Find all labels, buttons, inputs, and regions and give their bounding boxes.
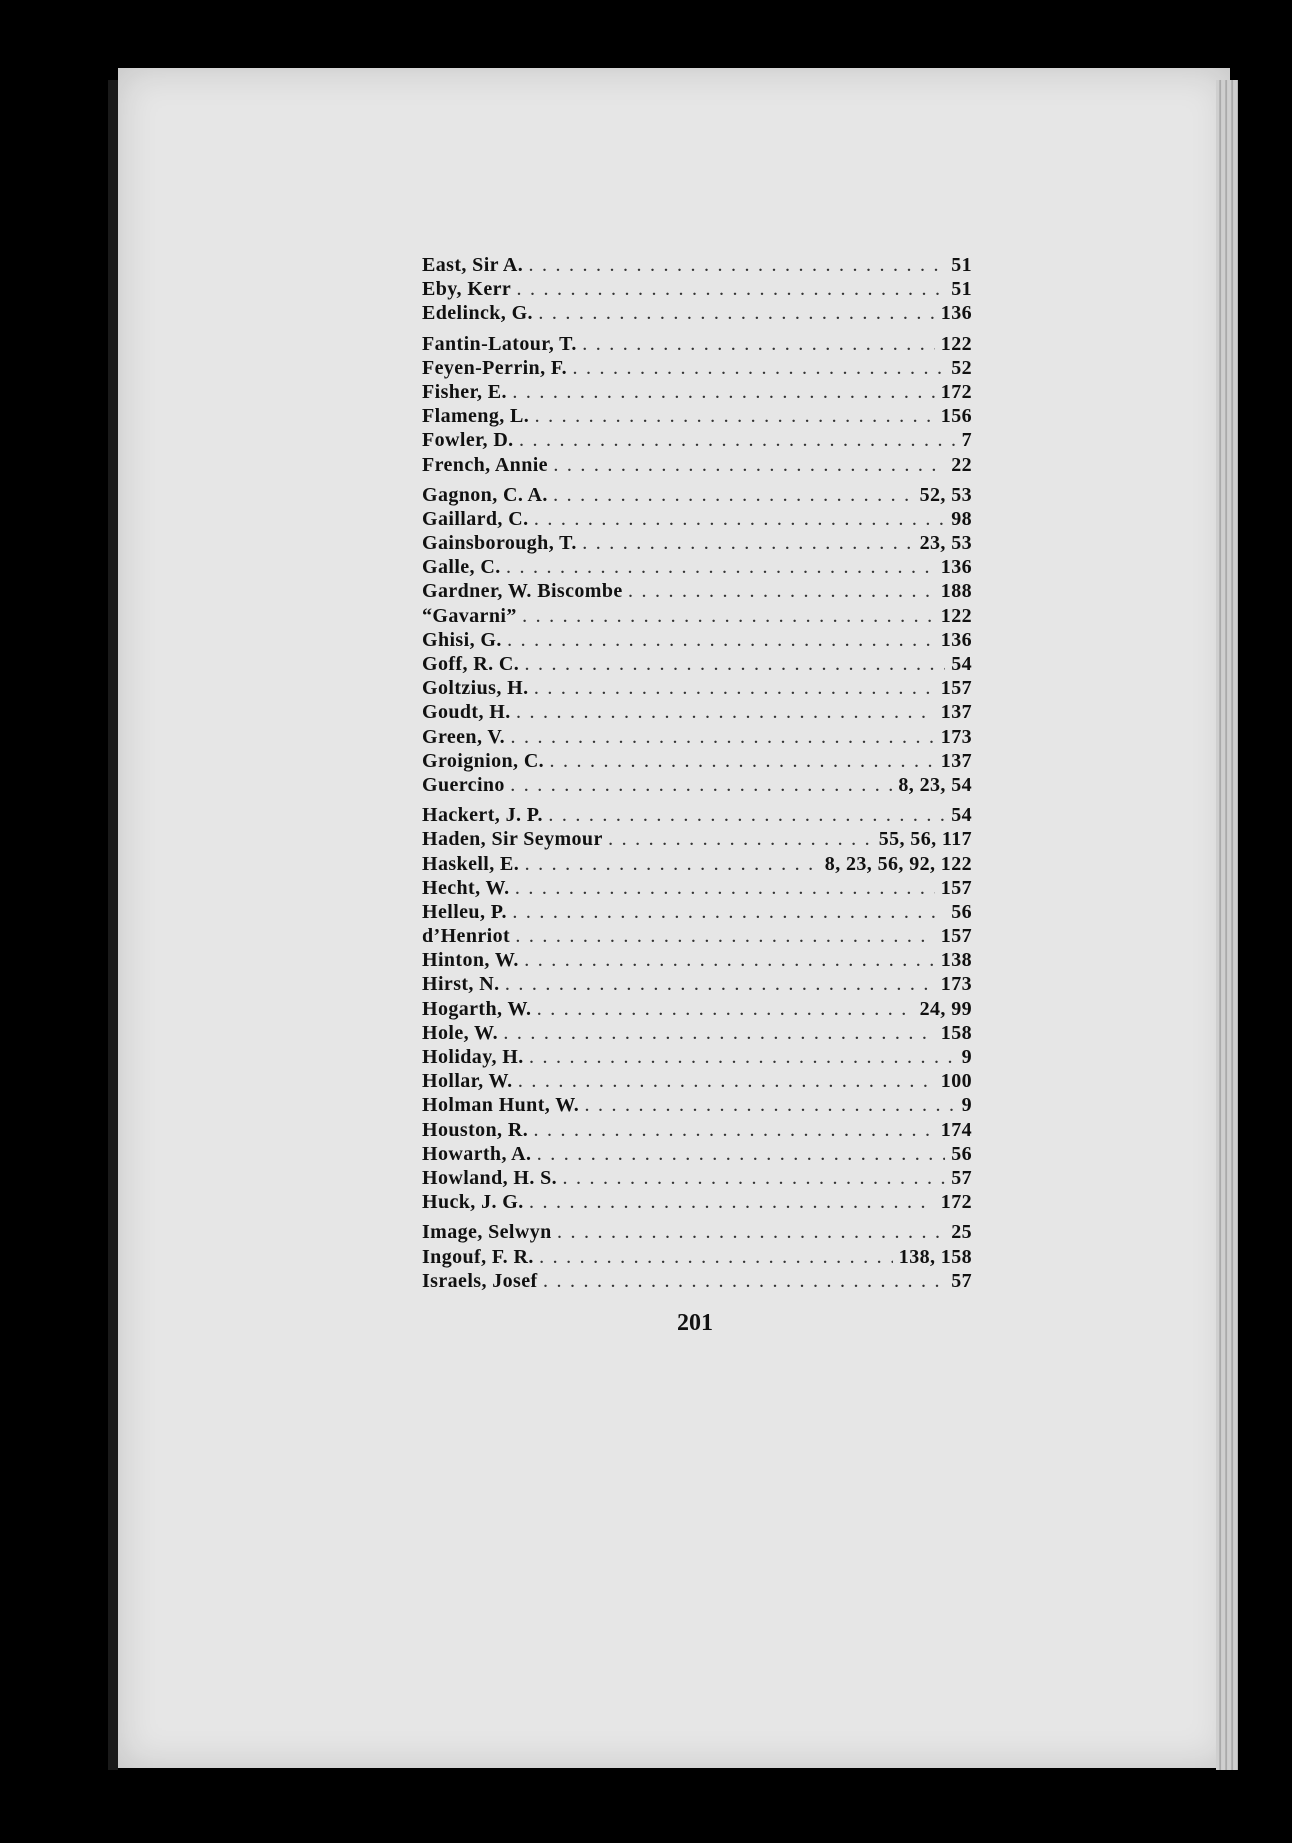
index-entry-name: Gaillard, C. xyxy=(422,507,529,530)
index-entry-pages: 8, 23, 54 xyxy=(898,773,972,796)
index-entry xyxy=(422,356,972,380)
index-entry xyxy=(422,700,972,724)
index-entry xyxy=(422,1118,972,1142)
index-entry-pages: 137 xyxy=(940,701,972,724)
dot-leader xyxy=(508,630,935,654)
index-entry-pages: 25 xyxy=(951,1221,972,1244)
dot-leader xyxy=(540,1247,893,1271)
dot-leader xyxy=(505,974,934,998)
index-entry-pages: 156 xyxy=(940,405,972,428)
dot-leader xyxy=(583,334,935,358)
index-entry-name: “Gavarni” xyxy=(422,604,517,627)
index-entry-name: Goff, R. C. xyxy=(422,653,520,675)
dot-leader xyxy=(519,1071,935,1095)
index-entry-name: Hollar, W. xyxy=(422,1070,513,1093)
dot-leader xyxy=(585,1095,955,1119)
index-entry xyxy=(422,1021,972,1045)
index-entry xyxy=(422,483,972,507)
index-entry-name: Houston, R. xyxy=(422,1118,529,1141)
dot-leader xyxy=(516,926,935,950)
index-entry-pages: 56 xyxy=(951,900,972,923)
index-entry xyxy=(422,676,972,700)
index-entry xyxy=(422,827,972,851)
index-entry xyxy=(422,277,972,301)
index-entry-pages: 158 xyxy=(940,1021,972,1044)
index-entry-pages: 98 xyxy=(951,507,972,530)
index-entry-name: East, Sir A. xyxy=(422,254,524,276)
index-entry-pages: 136 xyxy=(940,302,972,325)
dot-leader xyxy=(504,1023,935,1047)
index-entry xyxy=(422,404,972,428)
index-entry xyxy=(422,803,972,827)
index-entry-pages: 52, 53 xyxy=(919,483,972,506)
dot-leader xyxy=(539,303,935,327)
dot-leader xyxy=(513,382,935,406)
index-entry-pages: 172 xyxy=(940,1191,972,1214)
index-entry-name: Holiday, H. xyxy=(422,1046,524,1068)
index-entry-name: Huck, J. G. xyxy=(422,1191,524,1214)
index-entry-pages: 7 xyxy=(961,429,972,452)
index-entry xyxy=(422,453,972,477)
index-entry-pages: 9 xyxy=(961,1046,972,1068)
index-entry xyxy=(422,428,972,452)
index-entry-name: Ghisi, G. xyxy=(422,628,502,651)
index-entry-pages: 173 xyxy=(940,725,972,748)
index-entry-pages: 157 xyxy=(940,876,972,899)
index-entry xyxy=(422,604,972,628)
index-entry-name: French, Annie xyxy=(422,453,548,476)
page-number: 201 xyxy=(677,1310,713,1336)
index-entry-name: Gardner, W. Biscombe xyxy=(422,580,623,603)
index-entry-name: Gagnon, C. A. xyxy=(422,483,548,506)
index-entry-pages: 138 xyxy=(940,949,972,972)
index-entry-name: Helleu, P. xyxy=(422,900,507,923)
index-entry-name: Green, V. xyxy=(422,725,506,748)
dot-leader xyxy=(507,557,935,581)
dot-leader xyxy=(558,1222,946,1246)
dot-leader xyxy=(517,702,935,726)
index-entry-pages: 56 xyxy=(951,1142,972,1165)
index-entry xyxy=(422,972,972,996)
index-entry-pages: 54 xyxy=(951,804,972,827)
dot-leader xyxy=(530,1047,956,1071)
index-entry-name: Hinton, W. xyxy=(422,949,519,972)
index-entry xyxy=(422,628,972,652)
dot-leader xyxy=(550,751,935,775)
dot-leader xyxy=(520,430,956,454)
index-entry-pages: 24, 99 xyxy=(919,997,972,1020)
index-entry-name: Israels, Josef xyxy=(422,1269,538,1292)
index-entry-pages: 188 xyxy=(940,580,972,603)
index-entry-pages: 9 xyxy=(961,1094,972,1117)
index-entry xyxy=(422,1190,972,1214)
index-entry xyxy=(422,1045,972,1069)
index-entry-name: Hirst, N. xyxy=(422,973,500,996)
index-entry-name: Edelinck, G. xyxy=(422,302,533,325)
index-entry-pages: 122 xyxy=(940,332,972,355)
index-entry xyxy=(422,876,972,900)
dot-leader xyxy=(629,581,935,605)
index-entry-pages: 57 xyxy=(951,1166,972,1189)
dot-leader xyxy=(554,485,914,509)
index-entry-name: Gainsborough, T. xyxy=(422,532,577,555)
dot-leader xyxy=(609,829,873,853)
index-entry-pages: 51 xyxy=(951,254,972,276)
index-entry-name: Guercino xyxy=(422,773,505,796)
dot-leader xyxy=(573,358,945,382)
index-entry-pages: 122 xyxy=(940,604,972,627)
page-edge-stack xyxy=(1216,80,1238,1770)
index-entry-name: Goltzius, H. xyxy=(422,677,529,700)
dot-leader xyxy=(513,902,945,926)
index-entry-name: Fisher, E. xyxy=(422,380,507,403)
index-entry-name: Hackert, J. P. xyxy=(422,804,543,827)
index-entry-pages: 51 xyxy=(951,278,972,301)
index-entry-pages: 136 xyxy=(940,556,972,579)
index-entry xyxy=(422,301,972,325)
index-entry xyxy=(422,773,972,797)
dot-leader xyxy=(535,406,935,430)
dot-leader xyxy=(525,950,935,974)
index-entry xyxy=(422,749,972,773)
index-entry-name: Ingouf, F. R. xyxy=(422,1245,534,1268)
dot-leader xyxy=(511,727,935,751)
index-entry-pages: 138, 158 xyxy=(898,1245,972,1268)
dot-leader xyxy=(554,455,945,479)
dot-leader xyxy=(537,999,913,1023)
index-entry xyxy=(422,1093,972,1117)
index-entry xyxy=(422,924,972,948)
index-entry-pages: 100 xyxy=(940,1070,972,1093)
index-entry xyxy=(422,531,972,555)
index-entry xyxy=(422,332,972,356)
dot-leader xyxy=(529,255,945,279)
index-entry xyxy=(422,1269,972,1293)
index-entry-name: Galle, C. xyxy=(422,556,501,579)
index-entry-name: Flameng, L. xyxy=(422,405,530,428)
index-entry xyxy=(422,1069,972,1093)
index-entry xyxy=(422,380,972,404)
index-entry-name: d’Henriot xyxy=(422,925,511,948)
index-entry xyxy=(422,1142,972,1166)
index-entry-name: Haden, Sir Seymour xyxy=(422,828,603,851)
dot-leader xyxy=(534,509,945,533)
dot-leader xyxy=(534,1120,935,1144)
index-entry xyxy=(422,852,972,876)
dot-leader xyxy=(530,1192,935,1216)
index-entry-name: Haskell, E. xyxy=(422,852,520,875)
index-entry-name: Holman Hunt, W. xyxy=(422,1094,580,1117)
index-entry-name: Image, Selwyn xyxy=(422,1221,552,1244)
index-entry-pages: 173 xyxy=(940,973,972,996)
index-entry xyxy=(422,507,972,531)
index-entry xyxy=(422,725,972,749)
index-entry-pages: 8, 23, 56, 92, 122 xyxy=(824,852,972,875)
index-entry-name: Hogarth, W. xyxy=(422,997,532,1020)
dot-leader xyxy=(534,678,934,702)
index-list xyxy=(422,253,972,1293)
dot-leader xyxy=(537,1144,945,1168)
index-entry xyxy=(422,579,972,603)
index-entry-pages: 23, 53 xyxy=(919,532,972,555)
index-entry xyxy=(422,652,972,676)
dot-leader xyxy=(583,533,914,557)
dot-leader xyxy=(525,654,945,678)
index-entry-pages: 55, 56, 117 xyxy=(878,828,972,851)
index-entry xyxy=(422,1166,972,1190)
index-entry-pages: 22 xyxy=(951,453,972,476)
book-spine-shadow xyxy=(108,80,118,1770)
index-entry-pages: 174 xyxy=(940,1118,972,1141)
index-entry-name: Fowler, D. xyxy=(422,429,514,452)
index-entry-name: Feyen-Perrin, F. xyxy=(422,356,568,379)
index-entry-name: Howarth, A. xyxy=(422,1142,532,1165)
dot-leader xyxy=(523,606,935,630)
index-entry-pages: 57 xyxy=(951,1269,972,1292)
index-entry-name: Hecht, W. xyxy=(422,876,510,899)
index-entry xyxy=(422,1245,972,1269)
index-entry xyxy=(422,997,972,1021)
dot-leader xyxy=(525,854,819,878)
dot-leader xyxy=(511,775,893,799)
index-entry-pages: 52 xyxy=(951,356,972,379)
dot-leader xyxy=(517,279,945,303)
index-entry-name: Hole, W. xyxy=(422,1021,498,1044)
index-entry-pages: 172 xyxy=(940,380,972,403)
index-entry xyxy=(422,253,972,277)
index-entry xyxy=(422,1220,972,1244)
dot-leader xyxy=(549,805,945,829)
index-entry-name: Fantin-Latour, T. xyxy=(422,332,577,355)
index-entry-name: Groignion, C. xyxy=(422,749,545,772)
dot-leader xyxy=(563,1168,945,1192)
index-entry-pages: 157 xyxy=(940,677,972,700)
index-entry-pages: 54 xyxy=(951,653,972,675)
index-entry-name: Goudt, H. xyxy=(422,701,511,724)
dot-leader xyxy=(516,878,935,902)
index-entry xyxy=(422,948,972,972)
index-entry-pages: 157 xyxy=(940,925,972,948)
index-entry-pages: 137 xyxy=(940,749,972,772)
index-entry xyxy=(422,900,972,924)
index-entry-pages: 136 xyxy=(940,628,972,651)
dot-leader xyxy=(544,1271,946,1295)
index-entry-name: Howland, H. S. xyxy=(422,1166,558,1189)
index-entry-name: Eby, Kerr xyxy=(422,278,512,301)
index-entry xyxy=(422,555,972,579)
